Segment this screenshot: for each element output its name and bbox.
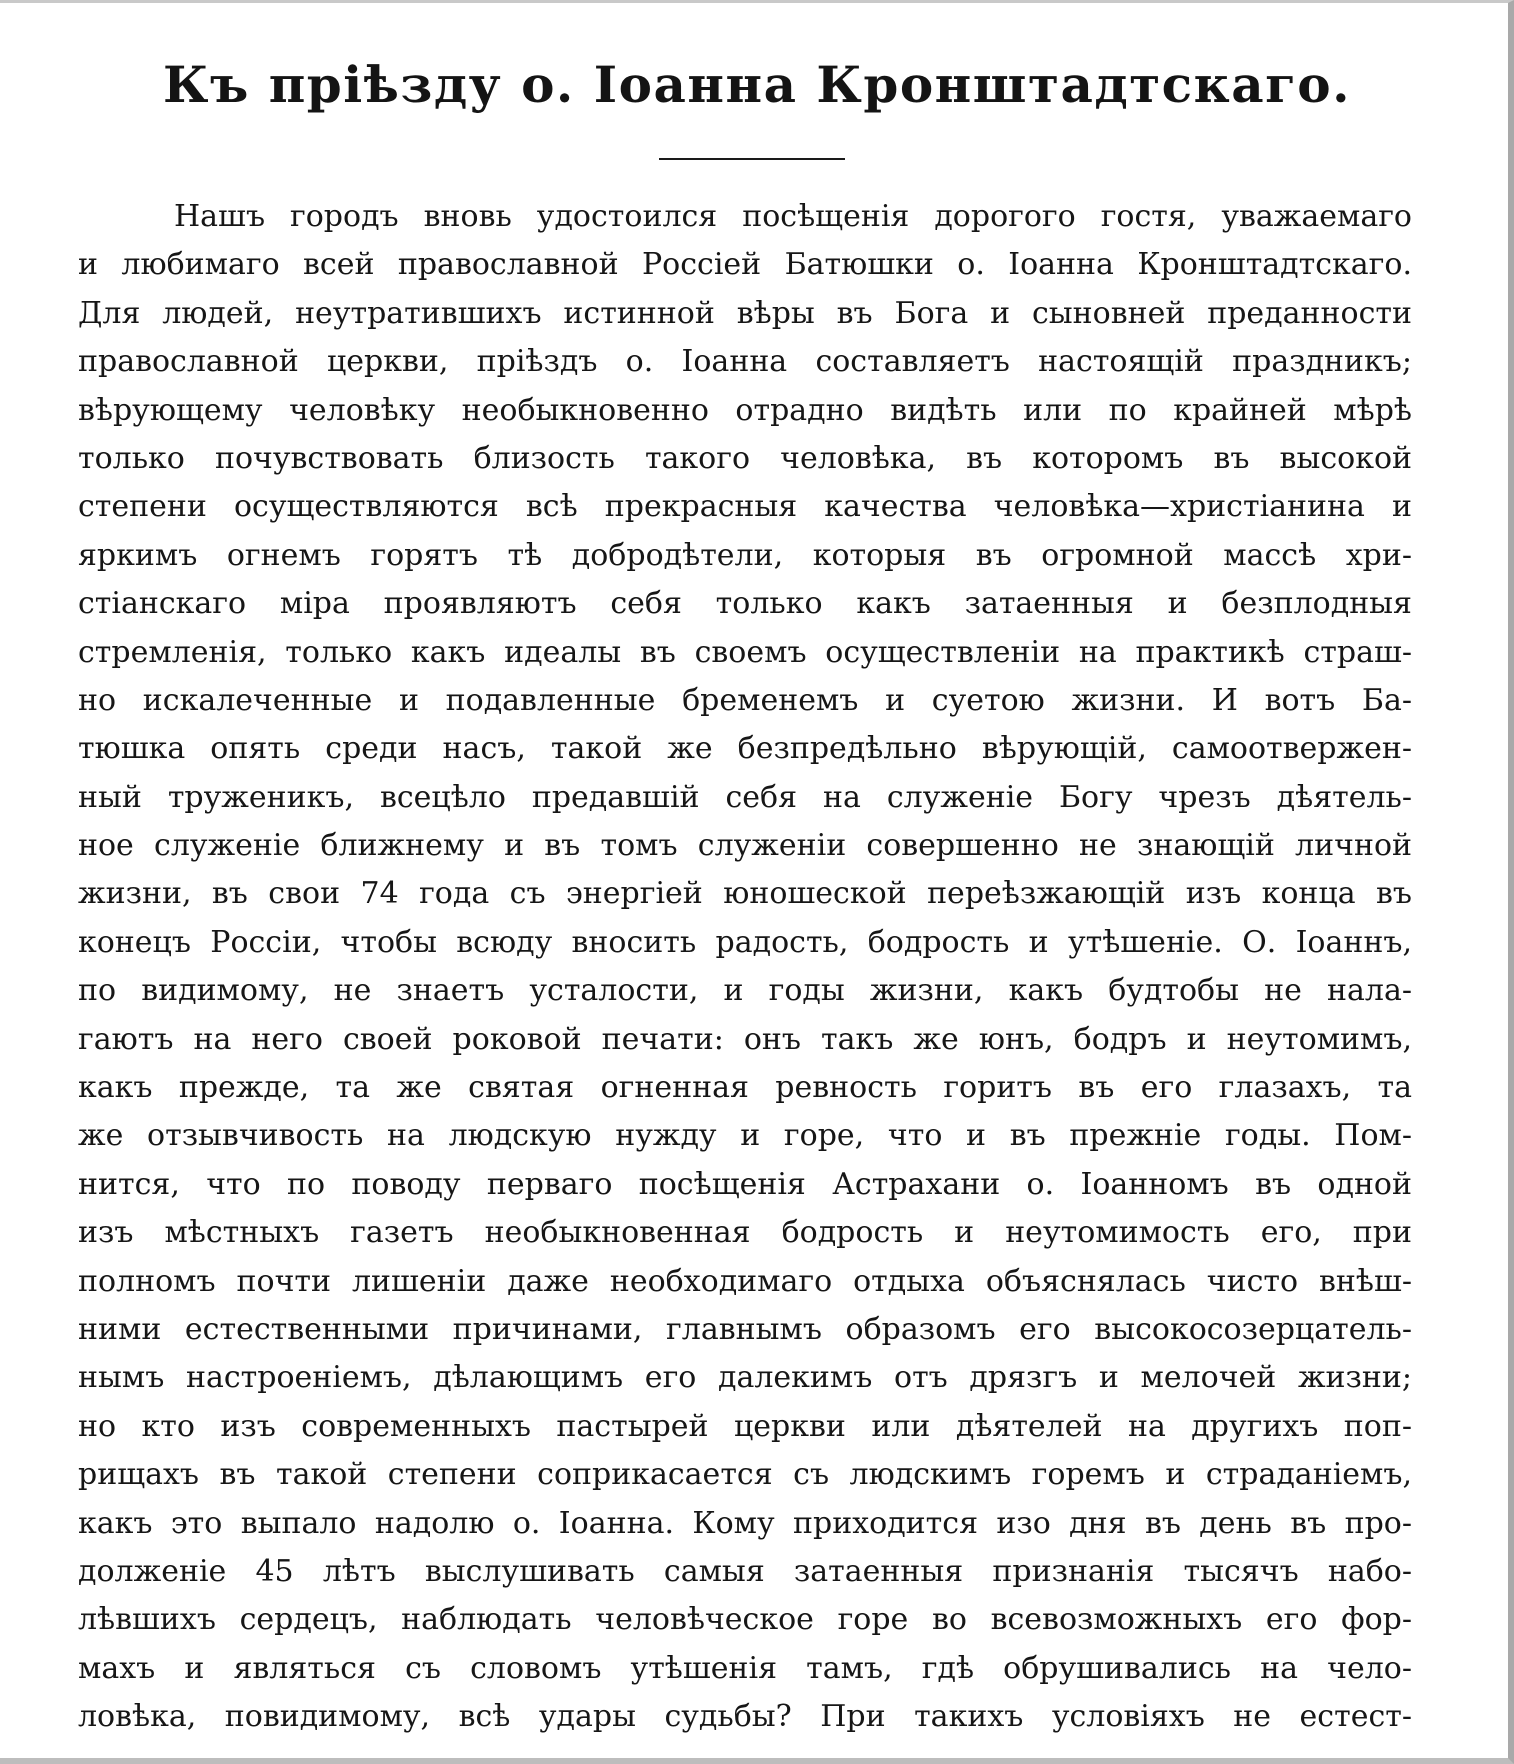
article-body xyxy=(78,193,1412,1742)
text-line: какъ прежде, та же святая огненная ревность горитъ въ его глазахъ, та xyxy=(78,1070,1412,1106)
text-line: какъ это выпало надолю о. Іоанна. Кому приходится изо дня въ день въ про- xyxy=(78,1505,1412,1541)
text-line: стіанскаго міра проявляютъ себя только какъ затаенныя и безплодныя xyxy=(78,586,1412,622)
text-line: тюшка опять среди насъ, такой же безпредѣльно вѣрующій, самоотвержен- xyxy=(78,731,1412,767)
text-line: ный труженикъ, всецѣло предавшій себя на служеніе Богу чрезъ дѣятель- xyxy=(78,779,1412,815)
text-line: конецъ Россіи, чтобы всюду вносить радость, бодрость и утѣшеніе. О. Іоаннъ, xyxy=(78,924,1412,960)
article-title: Къ пріѣзду о. Іоанна Кронштадтскаго. xyxy=(162,55,1352,114)
text-line: гаютъ на него своей роковой печати: онъ такъ же юнъ, бодръ и неутомимъ, xyxy=(78,1021,1412,1057)
text-line: вѣрующему человѣку необыкновенно отрадно видѣть или по крайней мѣрѣ xyxy=(78,392,1412,428)
text-line: и любимаго всей православной Россіей Батюшки о. Іоанна Кронштадтскаго. xyxy=(78,247,1412,283)
text-line: долженіе 45 лѣтъ выслушивать самыя затаенныя признанія тысячъ набо- xyxy=(78,1553,1412,1589)
text-line: стремленія, только какъ идеалы въ своемъ осуществленіи на практикѣ страш- xyxy=(78,634,1412,670)
text-line: махъ и являться съ словомъ утѣшенія тамъ, гдѣ обрушивались на чело- xyxy=(78,1650,1412,1686)
text-line: рищахъ въ такой степени соприкасается съ людскимъ горемъ и страданіемъ, xyxy=(78,1457,1412,1493)
text-line: лѣвшихъ сердецъ, наблюдать человѣческое горе во всевозможныхъ его фор- xyxy=(78,1602,1412,1638)
text-line: православной церкви, пріѣздъ о. Іоанна составляетъ настоящій праздникъ; xyxy=(78,344,1412,380)
text-line: Нашъ городъ вновь удостоился посѣщенія дорогого гостя, уважаемаго xyxy=(174,199,1412,234)
text-line: же отзывчивость на людскую нужду и горе, что и въ прежніе годы. Пом- xyxy=(78,1118,1412,1154)
text-line: ними естественными причинами, главнымъ образомъ его высокосозерцатель- xyxy=(78,1311,1412,1347)
text-line: но искалеченные и подавленные бременемъ и суетою жизни. И вотъ Ба- xyxy=(78,682,1412,718)
text-line: Для людей, неутратившихъ истинной вѣры въ Бога и сыновней преданности xyxy=(78,295,1412,331)
text-line: нится, что по поводу перваго посѣщенія Астрахани о. Іоанномъ въ одной xyxy=(78,1166,1412,1202)
text-line: нымъ настроеніемъ, дѣлающимъ его далекимъ отъ дрязгъ и мелочей жизни; xyxy=(78,1360,1412,1396)
text-line: только почувствовать близость такого человѣка, въ которомъ въ высокой xyxy=(78,440,1412,476)
text-line: но кто изъ современныхъ пастырей церкви или дѣятелей на другихъ поп- xyxy=(78,1408,1412,1444)
title-divider xyxy=(659,158,845,160)
text-line: жизни, въ свои 74 года съ энергіей юношеской переѣзжающій изъ конца въ xyxy=(78,876,1412,912)
text-line: ловѣка, повидимому, всѣ удары судьбы? При такихъ условіяхъ не естест- xyxy=(78,1699,1412,1735)
text-line: полномъ почти лишеніи даже необходимаго отдыха объяснялась чисто внѣш- xyxy=(78,1263,1412,1299)
text-line: яркимъ огнемъ горятъ тѣ добродѣтели, которыя въ огромной массѣ хри- xyxy=(78,537,1412,573)
text-line: изъ мѣстныхъ газетъ необыкновенная бодрость и неутомимость его, при xyxy=(78,1215,1412,1251)
text-line: по видимому, не знаетъ усталости, и годы жизни, какъ будтобы не нала- xyxy=(78,973,1412,1009)
text-line: степени осуществляются всѣ прекрасныя качества человѣка—христіанина и xyxy=(78,489,1412,525)
text-line: ное служеніе ближнему и въ томъ служеніи совершенно не знающій личной xyxy=(78,828,1412,864)
